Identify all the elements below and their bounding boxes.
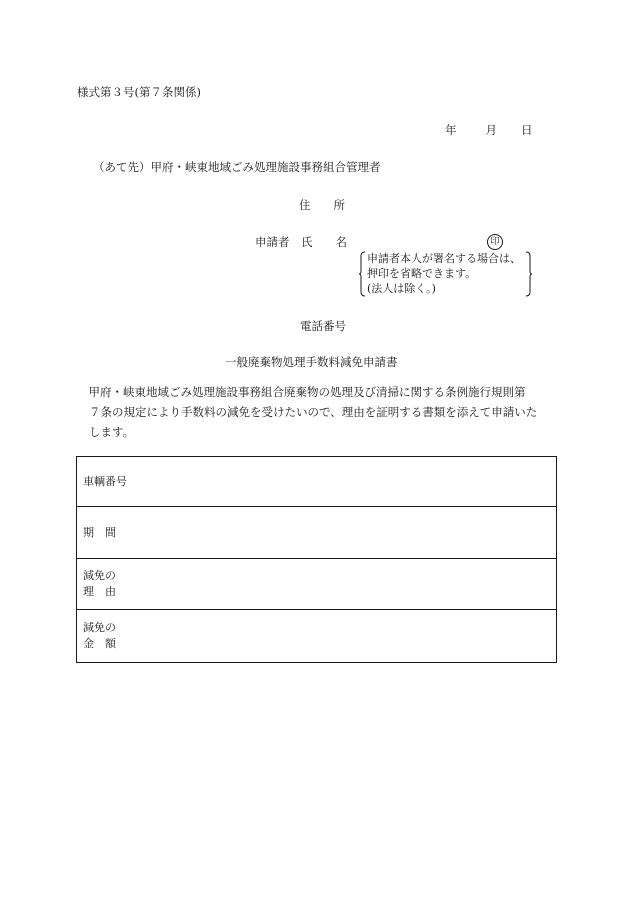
table-row bbox=[77, 559, 557, 610]
row-label: 減免の bbox=[83, 569, 116, 582]
date-day: 日 bbox=[521, 123, 533, 137]
signature-note bbox=[359, 251, 532, 297]
row-label: 期 間 bbox=[83, 525, 116, 539]
date-line bbox=[445, 125, 533, 137]
note-line: 押印を省略できます。 bbox=[367, 267, 477, 280]
form-number: 様式第３号(第７条関係) bbox=[77, 85, 201, 99]
phone-label: 電話番号 bbox=[300, 319, 346, 333]
address-label: 住 所 bbox=[299, 198, 345, 212]
table-cell[interactable] bbox=[77, 457, 557, 507]
applicant-name-label: 申請者 氏 名 bbox=[255, 235, 347, 249]
table-cell[interactable] bbox=[77, 559, 557, 610]
table-row bbox=[77, 507, 557, 559]
date-month: 月 bbox=[485, 123, 497, 137]
body-line: します。 bbox=[89, 425, 135, 439]
note-line: (法人は除く。) bbox=[367, 282, 436, 295]
table-row bbox=[77, 610, 557, 663]
body-line: ７条の規定により手数料の減免を受けたいので、理由を証明する書類を添えて申請いた bbox=[89, 405, 538, 419]
date-year: 年 bbox=[445, 123, 457, 137]
seal-mark: 印 bbox=[487, 234, 503, 250]
table-cell[interactable] bbox=[77, 610, 557, 663]
table-cell[interactable] bbox=[77, 507, 557, 559]
row-label: 金 額 bbox=[83, 637, 116, 650]
addressee: （あて先）甲府・峡東地域ごみ処理施設事務組合管理者 bbox=[93, 160, 381, 174]
row-label: 理 由 bbox=[83, 585, 116, 598]
body-line: 甲府・峡東地域ごみ処理施設事務組合廃棄物の処理及び清掃に関する条例施行規則第 bbox=[77, 385, 526, 399]
row-label: 車輌番号 bbox=[83, 474, 127, 488]
table-row bbox=[77, 457, 557, 507]
note-line: 申請者本人が署名する場合は、 bbox=[367, 252, 521, 265]
application-table bbox=[76, 456, 557, 663]
row-label: 減免の bbox=[83, 621, 116, 634]
document-title: 一般廃棄物処理手数料減免申請書 bbox=[225, 355, 398, 369]
body-text bbox=[77, 382, 555, 442]
